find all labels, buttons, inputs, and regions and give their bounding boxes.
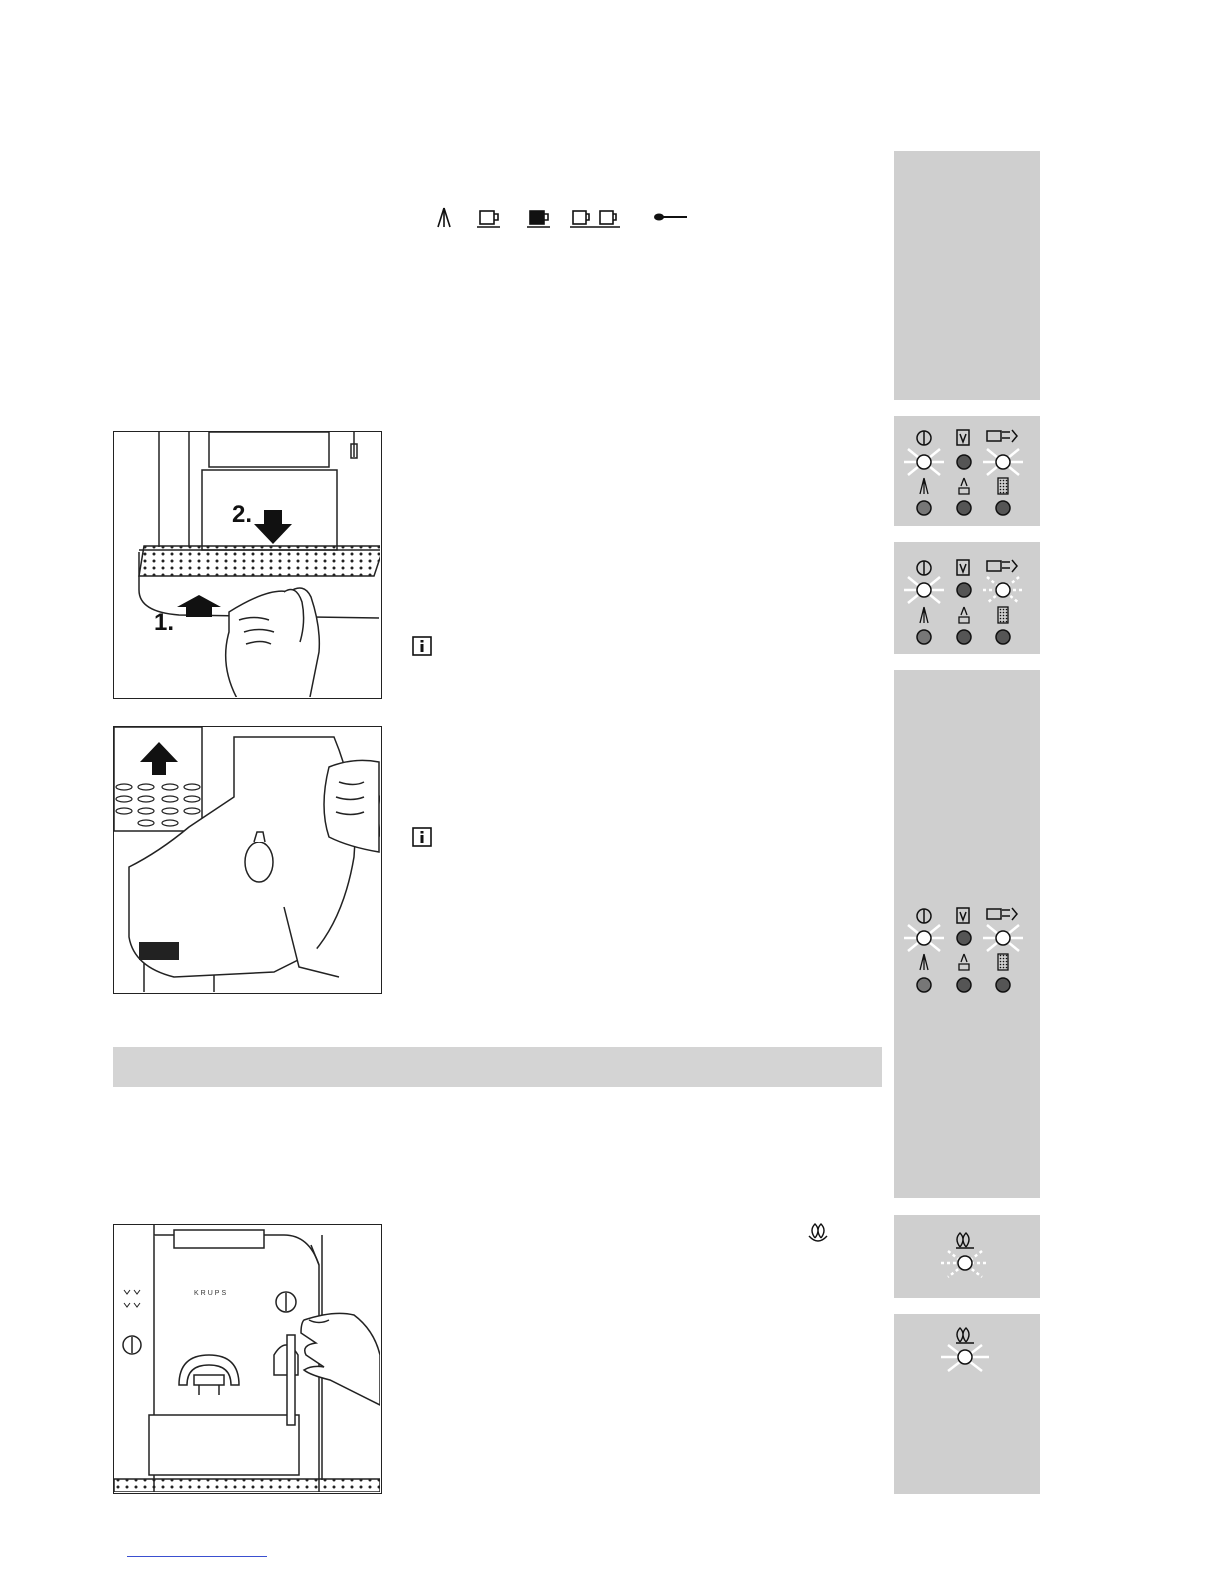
- section-heading-bar: [113, 1047, 882, 1087]
- light-steam: [917, 978, 931, 992]
- descale-icon: [959, 607, 969, 623]
- indicator-panel-e: [894, 1314, 1040, 1494]
- light-water: [957, 931, 971, 945]
- light-descale: [957, 501, 971, 515]
- light-descale: [957, 978, 971, 992]
- light-hot-water-blinking: [941, 1345, 989, 1371]
- header-symbol-row: [430, 205, 700, 235]
- sidebar-panel-top: [894, 151, 1040, 400]
- descale-icon: [959, 954, 969, 970]
- filter-icon: [998, 954, 1008, 970]
- light-grounds-blinking: [983, 925, 1023, 951]
- steam-icon: [920, 607, 928, 623]
- step-1-label: 1.: [154, 609, 175, 636]
- footer-link-underline[interactable]: [127, 1556, 267, 1557]
- hand-illustration: [324, 760, 379, 852]
- light-filter: [996, 630, 1010, 644]
- light-hot-water-blinking-dotted: [941, 1251, 989, 1277]
- hot-water-icon: [957, 1328, 969, 1342]
- info-icon: [412, 636, 430, 654]
- control-symbols: [124, 1290, 140, 1307]
- grounds-icon: [987, 431, 1001, 441]
- indicator-panel-a-svg: [894, 416, 1040, 526]
- light-power-blinking: [904, 577, 944, 603]
- filter-icon: [998, 607, 1008, 623]
- light-power-blinking: [904, 449, 944, 475]
- figure-drip-tray: [113, 431, 382, 699]
- light-grounds-blinking: [983, 449, 1023, 475]
- info-icon: [412, 827, 430, 845]
- indicator-panel-b: [894, 542, 1040, 654]
- indicator-panel-c: [894, 670, 1040, 1198]
- grounds-icon: [987, 561, 1001, 571]
- brand-label: KRUPS: [194, 1290, 229, 1297]
- cup-strong-icon: [527, 211, 550, 227]
- filter-icon: [998, 478, 1008, 494]
- indicator-panel-d: [894, 1215, 1040, 1298]
- light-water: [957, 455, 971, 469]
- grounds-icon: [987, 909, 1001, 919]
- indicator-panel-a: [894, 416, 1040, 526]
- tray-detail: [139, 942, 179, 960]
- light-descale: [957, 630, 971, 644]
- step-2-label: 2.: [232, 501, 253, 528]
- steam-icon: [920, 478, 928, 494]
- descale-icon: [959, 478, 969, 494]
- hot-water-inline-icon: [806, 1222, 830, 1244]
- figure-grounds-container: [113, 726, 382, 994]
- spoon-icon: [654, 214, 687, 221]
- light-grounds-blinking-dotted: [983, 577, 1023, 603]
- steam-icon: [920, 954, 928, 970]
- light-filter: [996, 978, 1010, 992]
- light-power-blinking: [904, 925, 944, 951]
- steam-nozzle-icon: [438, 208, 450, 227]
- light-steam: [917, 501, 931, 515]
- hand-illustration: [226, 588, 320, 697]
- light-filter: [996, 501, 1010, 515]
- light-steam: [917, 630, 931, 644]
- light-water: [957, 583, 971, 597]
- up-arrow-icon: [177, 595, 221, 617]
- two-cups-icon: [570, 211, 620, 227]
- cup-mild-icon: [477, 211, 500, 227]
- figure-machine-front: [113, 1224, 382, 1494]
- hot-water-icon: [957, 1233, 969, 1247]
